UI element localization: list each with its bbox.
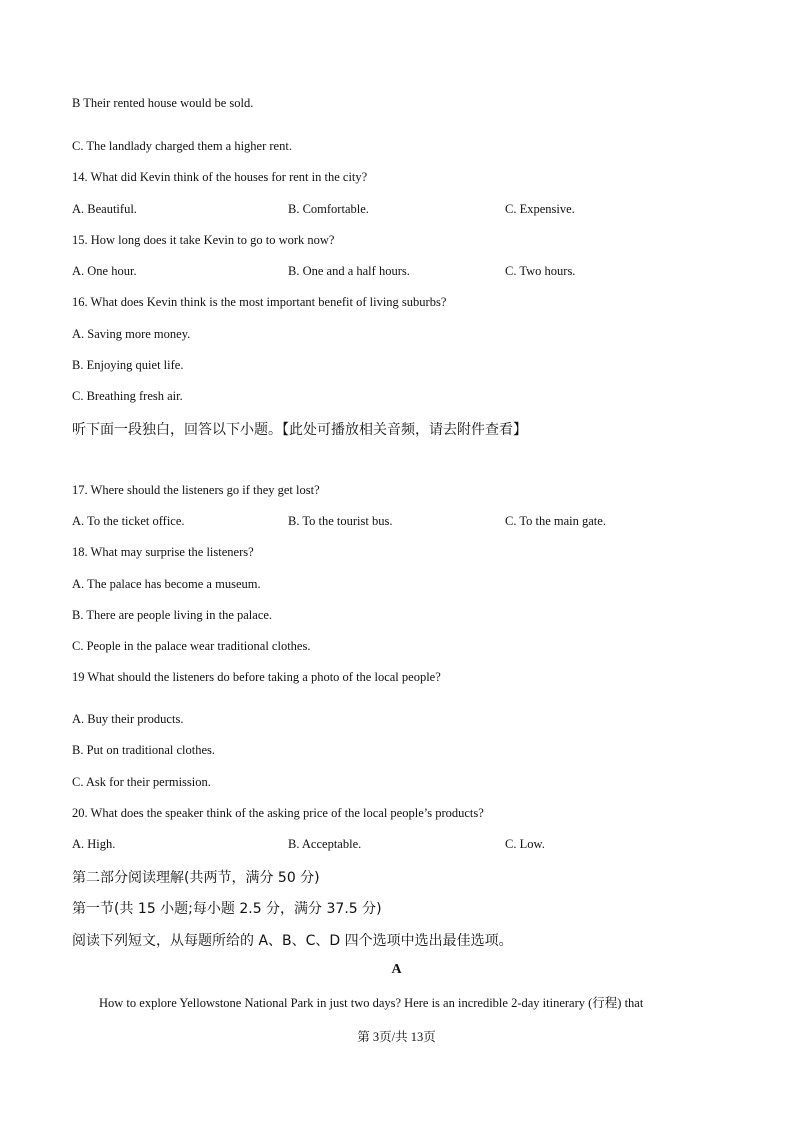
- passage-first-line: How to explore Yellowstone National Park in just two days? Here is an incredible 2-day itinerary (行程) that: [99, 996, 644, 1010]
- q19-option-c: C. Ask for their permission.: [72, 775, 211, 789]
- q20-question: 20. What does the speaker think of the asking price of the local people’s products?: [72, 806, 484, 820]
- section2-instruction: 阅读下列短文，从每题所给的 A、B、C、D 四个选项中选出最佳选项。: [72, 933, 513, 949]
- passage-label: A: [391, 962, 402, 977]
- q17-question: 17. Where should the listeners go if they get lost?: [72, 483, 320, 497]
- q16-option-a: A. Saving more money.: [72, 327, 191, 341]
- q16-option-b: B. Enjoying quiet life.: [72, 358, 184, 372]
- q15-option-a: A. One hour.: [72, 264, 137, 278]
- q20-option-c: C. Low.: [505, 837, 545, 851]
- q16-option-c: C. Breathing fresh air.: [72, 389, 183, 403]
- q19-question: 19 What should the listeners do before taking a photo of the local people?: [72, 670, 441, 684]
- q15-question: 15. How long does it take Kevin to go to work now?: [72, 233, 335, 247]
- q15-option-b: B. One and a half hours.: [288, 264, 410, 278]
- q18-option-c: C. People in the palace wear traditional clothes.: [72, 639, 311, 653]
- q14-option-a: A. Beautiful.: [72, 202, 137, 216]
- q18-question: 18. What may surprise the listeners?: [72, 545, 254, 559]
- q19-option-b: B. Put on traditional clothes.: [72, 743, 216, 757]
- q13-option-c: C. The landlady charged them a higher rent.: [72, 139, 292, 153]
- q20-option-a: A. High.: [72, 837, 116, 851]
- q17-option-c: C. To the main gate.: [505, 514, 606, 528]
- q19-option-a: A. Buy their products.: [72, 712, 184, 726]
- q14-option-c: C. Expensive.: [505, 202, 575, 216]
- page-footer: 第 3页/共 13页: [357, 1030, 436, 1044]
- monologue-instruction: 听下面一段独白，回答以下小题。【此处可播放相关音频，请去附件查看】: [72, 422, 527, 438]
- q15-option-c: C. Two hours.: [505, 264, 576, 278]
- section2-part1: 第一节(共 15 小题;每小题 2.5 分，满分 37.5 分): [72, 901, 382, 917]
- section2-title: 第二部分阅读理解(共两节，满分 50 分): [72, 870, 320, 886]
- q17-option-a: A. To the ticket office.: [72, 514, 185, 528]
- q18-option-b: B. There are people living in the palace.: [72, 608, 273, 622]
- q13-option-b: B Their rented house would be sold.: [72, 96, 254, 110]
- q17-option-b: B. To the tourist bus.: [288, 514, 393, 528]
- q16-question: 16. What does Kevin think is the most important benefit of living suburbs?: [72, 295, 447, 309]
- q18-option-a: A. The palace has become a museum.: [72, 577, 261, 591]
- q14-option-b: B. Comfortable.: [288, 202, 369, 216]
- q14-question: 14. What did Kevin think of the houses for rent in the city?: [72, 170, 368, 184]
- q20-option-b: B. Acceptable.: [288, 837, 362, 851]
